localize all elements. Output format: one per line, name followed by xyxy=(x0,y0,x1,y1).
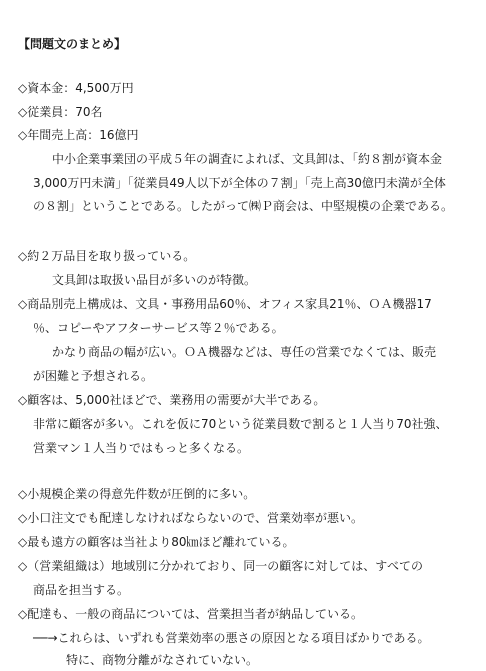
distant-customer-line: ◇最も遠方の顧客は当社より80㎞ほど離れている。 xyxy=(18,535,295,549)
document-title: 【問題文のまとめ】 xyxy=(18,37,127,51)
product-count-line: ◇約２万品目を取り扱っている。 xyxy=(18,249,196,263)
small-orders-line: ◇小口注文でも配達しなければならないので、営業効率が悪い。 xyxy=(18,511,363,525)
sales-org-line-2: 商品を担当する。 xyxy=(33,583,130,597)
conclusion-line-1: ──→これらは、いずれも営業効率の悪さの原因となる項目ばかりである。 xyxy=(33,631,430,645)
survey-text-line-3: の８割」ということである。したがって㈱Ｐ商会は、中堅規模の企業である。 xyxy=(33,199,454,213)
sales-composition-note-1: かなり商品の幅が広い。ＯＡ機器などは、専任の営業でなくては、販売 xyxy=(52,345,437,359)
sales-org-line-1: ◇（営業組織は）地域別に分かれており、同一の顧客に対しては、すべての xyxy=(18,559,423,573)
survey-text-line-2: 3,000万円未満」「従業員49人以下が全体の７割」「売上高30億円未満が全体 xyxy=(33,176,446,190)
sales-composition-line-2: ％、コピーやアフターサービス等２％である。 xyxy=(33,321,284,335)
employees-line: ◇従業員：70名 xyxy=(18,105,103,119)
customers-note-1: 非常に顧客が多い。これを仮に70という従業員数で割ると１人当り70社強、 xyxy=(33,417,448,431)
capital-line: ◇資本金：4,500万円 xyxy=(18,81,134,95)
annual-sales-line: ◇年間売上高：16億円 xyxy=(18,128,139,142)
customers-note-2: 営業マン１人当りではもっと多くなる。 xyxy=(33,441,250,455)
sales-composition-note-2: が困難と予想される。 xyxy=(33,369,154,383)
product-count-note: 文具卸は取扱い品目が多いのが特徴。 xyxy=(52,273,257,287)
small-clients-line: ◇小規模企業の得意先件数が圧倒的に多い。 xyxy=(18,487,256,501)
sales-composition-line-1: ◇商品別売上構成は、文具・事務用品60％、オフィス家具21％、ＯＡ機器17 xyxy=(18,297,432,311)
survey-text-line-1: 中小企業事業団の平成５年の調査によれば、文具卸は、「約８割が資本金 xyxy=(52,152,443,166)
conclusion-line-2: 特に、商物分離がなされていない。 xyxy=(66,653,259,667)
customers-line: ◇顧客は、5,000社ほどで、業務用の需要が大半である。 xyxy=(18,393,326,407)
delivery-line: ◇配達も、一般の商品については、営業担当者が納品している。 xyxy=(18,607,363,621)
